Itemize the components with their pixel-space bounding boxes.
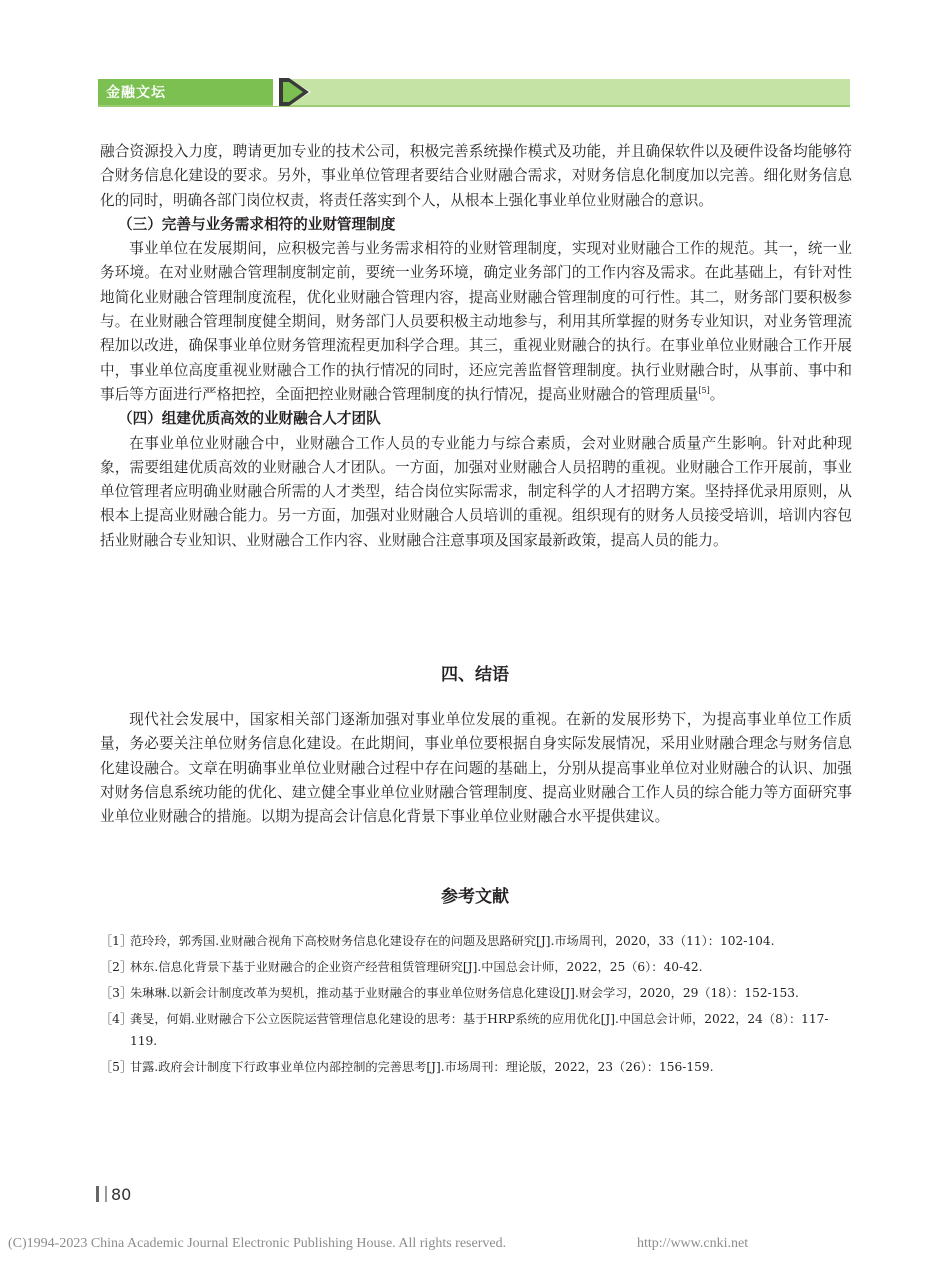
paragraph-section-3-end: 。 [709, 385, 725, 403]
reference-number: ［1］ [100, 934, 133, 948]
page-number-value: 80 [111, 1185, 132, 1204]
heading-section-4: （四）组建优质高效的业财融合人才团队 [118, 410, 381, 428]
reference-number: ［4］ [100, 1012, 133, 1026]
paragraph-section-3 [100, 237, 852, 407]
reference-number: ［2］ [100, 960, 133, 974]
paragraph-conclusion: 现代社会发展中，国家相关部门逐渐加强对事业单位发展的重视。在新的发展形势下，为提高事业单位工作质量，务必要关注单位财务信息化建设。在此期间，事业单位要根据自身实际发展情况，采用业财融合理念与财务信息化建设融合。文章在明确事业单位业财融合过程中存在问题的基础上，分别从提高事业单位对业财融合的认识、加强对财务信息系统功能的优化、建立健全事业单位业财融合管理制度、提高业财融合工作人员的综合能力等方面研究事业单位业财融合的措施。以期为提高会计信息化背景下事业单位业财融合水平提供建议。 [100, 711, 852, 826]
heading-conclusion: 四、结语 [441, 665, 509, 685]
reference-text: 甘露.政府会计制度下行政事业单位内部控制的完善思考[J].市场周刊：理论版，2022，23（26）：156-159. [130, 1060, 714, 1074]
heading-section-3: （三）完善与业务需求相符的业财管理制度 [118, 215, 396, 233]
footer-link[interactable]: http://www.cnki.net [637, 1236, 749, 1251]
page-number [96, 1185, 131, 1204]
section-label: 金融文坛 [106, 85, 166, 101]
conclusion-body [100, 708, 852, 829]
header-chevron-icon [273, 78, 313, 108]
paragraph-section-3-text: 事业单位在发展期间，应积极完善与业务需求相符的业财管理制度，实现对业财融合工作的规范。其一，统一业务环境。在对业财融合管理制度制定前，要统一业务环境，确定业务部门的工作内容及需求。在此基础上，有针对性地简化业财融合管理制度流程，优化业财融合管理内容，提高业财融合管理制度的可行性。其二，财务部门要积极参与。在业财融合管理制度健全期间，财务部门人员要积极主动地参与，利用其所掌握的财务专业知识，对业务管理流程加以改进，确保事业单位财务管理流程更加科学合理。其三，重视业财融合的执行。在事业单位业财融合工作开展中，事业单位高度重视业财融合工作的执行情况的同时，还应完善监督管理制度。执行业财融合时，从事前、事中和事后等方面进行严格把控，全面把控业财融合管理制度的执行情况，提高业财融合的管理质量 [100, 240, 852, 403]
reference-item [100, 1008, 852, 1052]
reference-item [100, 982, 852, 1004]
reference-item [100, 956, 852, 978]
article-body [100, 140, 852, 553]
reference-number: ［5］ [100, 1060, 133, 1074]
reference-item [100, 1056, 852, 1078]
reference-text: 范玲玲，郭秀国.业财融合视角下高校财务信息化建设存在的问题及思路研究[J].市场周刊，2020，33（11）：102-104. [130, 934, 775, 948]
copyright-text: (C)1994-2023 China Academic Journal Electronic Publishing House. All rights reserved. [8, 1236, 507, 1251]
citation-marker[interactable]: [5] [698, 386, 710, 396]
page-marker-icon [96, 1186, 107, 1202]
reference-list [100, 930, 852, 1082]
reference-text: 龚旻，何娟.业财融合下公立医院运营管理信息化建设的思考：基于HRP系统的应用优化[J].中国总会计师，2022，24（8）：117-119. [130, 1012, 829, 1048]
reference-text: 朱琳琳.以新会计制度改革为契机，推动基于业财融合的事业单位财务信息化建设[J].财会学习，2020，29（18）：152-153. [130, 986, 799, 1000]
journal-header [98, 79, 850, 109]
reference-text: 林东.信息化背景下基于业财融合的企业资产经营租赁管理研究[J].中国总会计师，2022，25（6）：40-42. [130, 960, 703, 974]
paragraph-intro: 融合资源投入力度，聘请更加专业的技术公司，积极完善系统操作模式及功能，并且确保软件以及硬件设备均能够符合财务信息化建设的要求。另外，事业单位管理者要结合业财融合需求，对财务信息化制度加以完善。细化财务信息化的同时，明确各部门岗位权责，将责任落实到个人，从根本上强化事业单位业财融合的意识。 [100, 143, 852, 209]
reference-item [100, 930, 852, 952]
heading-references: 参考文献 [441, 887, 509, 907]
reference-number: ［3］ [100, 986, 133, 1000]
paragraph-section-4: 在事业单位业财融合中，业财融合工作人员的专业能力与综合素质，会对业财融合质量产生影响。针对此种现象，需要组建优质高效的业财融合人才团队。一方面，加强对业财融合人员招聘的重视。业财融合工作开展前，事业单位管理者应明确业财融合所需的人才类型，结合岗位实际需求，制定科学的人才招聘方案。坚持择优录用原则，从根本上提高业财融合能力。另一方面，加强对业财融合人员培训的重视。组织现有的财务人员接受培训，培训内容包括业财融合专业知识、业财融合工作内容、业财融合注意事项及国家最新政策，提高人员的能力。 [100, 434, 852, 549]
